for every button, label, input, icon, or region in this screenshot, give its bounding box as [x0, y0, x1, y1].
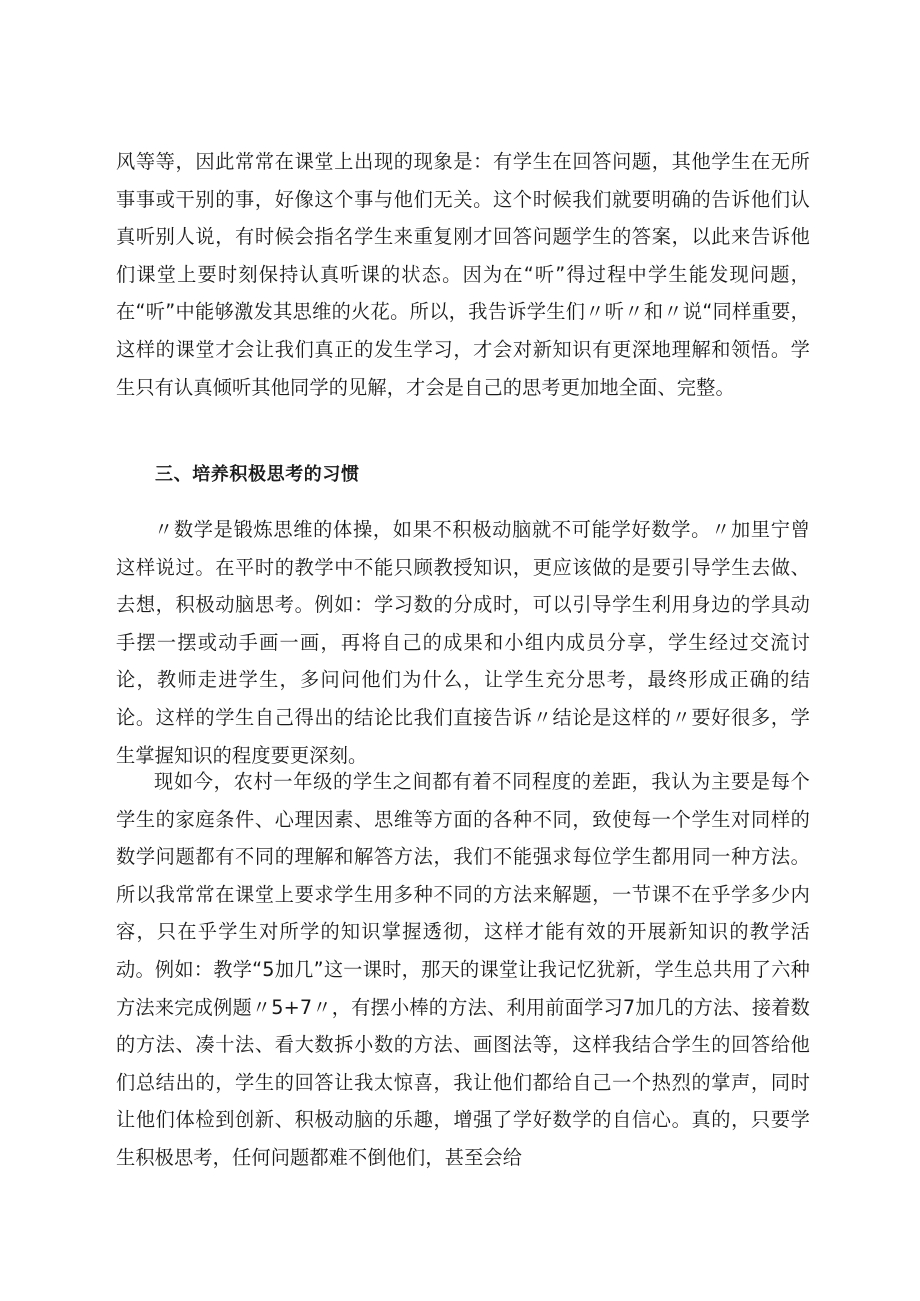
section-heading-active-thinking: 三、培养积极思考的习惯	[155, 464, 360, 485]
paragraph-multiple-methods: 现如今，农村一年级的学生之间都有着不同程度的差距，我认为主要是每个学生的家庭条件、心理因素、思维等方面的各种不同，致使每一个学生对同样的数学问题都有不同的理解和解答方法，我们不能强求每位学生都用同一种方法。所以我常常在课堂上要求学生用多种不同的方法来解题，一节课不在乎学多少内容，只在乎学生对所学的知识掌握透彻，这样才能有效的开展新知识的教学活动。例如：教学“5加几”这一课时，那天的课堂让我记忆犹新，学生总共用了六种方法来完成例题〃5+7〃，有摆小棒的方法、利用前面学习7加几的方法、接着数的方法、凑十法、看大数拆小数的方法、画图法等，这样我结合学生的回答给他们总结出的，学生的回答让我太惊喜，我让他们都给自己一个热烈的掌声，同时让他们体检到创新、积极动脑的乐趣，增强了学好数学的自信心。真的，只要学生积极思考，任何问题都难不倒他们，甚至会给	[116, 770, 810, 1169]
paragraph-math-thinking-quote: 〃数学是锻炼思维的体操，如果不积极动脑就不可能学好数学。〃加里宁曾这样说过。在平时的教学中不能只顾教授知识，更应该做的是要引导学生去做、去想，积极动脑思考。例如：学习数的分成时，可以引导学生利用身边的学具动手摆一摆或动手画一画，再将自己的成果和小组内成员分享，学生经过交流讨论，教师走进学生，多问问他们为什么，让学生充分思考，最终形成正确的结论。这样的学生自己得出的结论比我们直接告诉〃结论是这样的〃要好很多，学生掌握知识的程度要更深刻。	[116, 518, 810, 767]
paragraph-listening-habit-continued: 风等等，因此常常在课堂上出现的现象是：有学生在回答问题，其他学生在无所事事或干别的事，好像这个事与他们无关。这个时候我们就要明确的告诉他们认真听别人说，有时候会指名学生来重复刚才回答问题学生的答案，以此来告诉他们课堂上要时刻保持认真听课的状态。因为在“听”得过程中学生能发现问题，在“听”中能够激发其思维的火花。所以，我告诉学生们〃听〃和〃说“同样重要，这样的课堂才会让我们真正的发生学习，才会对新知识有更深地理解和领悟。学生只有认真倾听其他同学的见解，才会是自己的思考更加地全面、完整。	[116, 150, 810, 399]
